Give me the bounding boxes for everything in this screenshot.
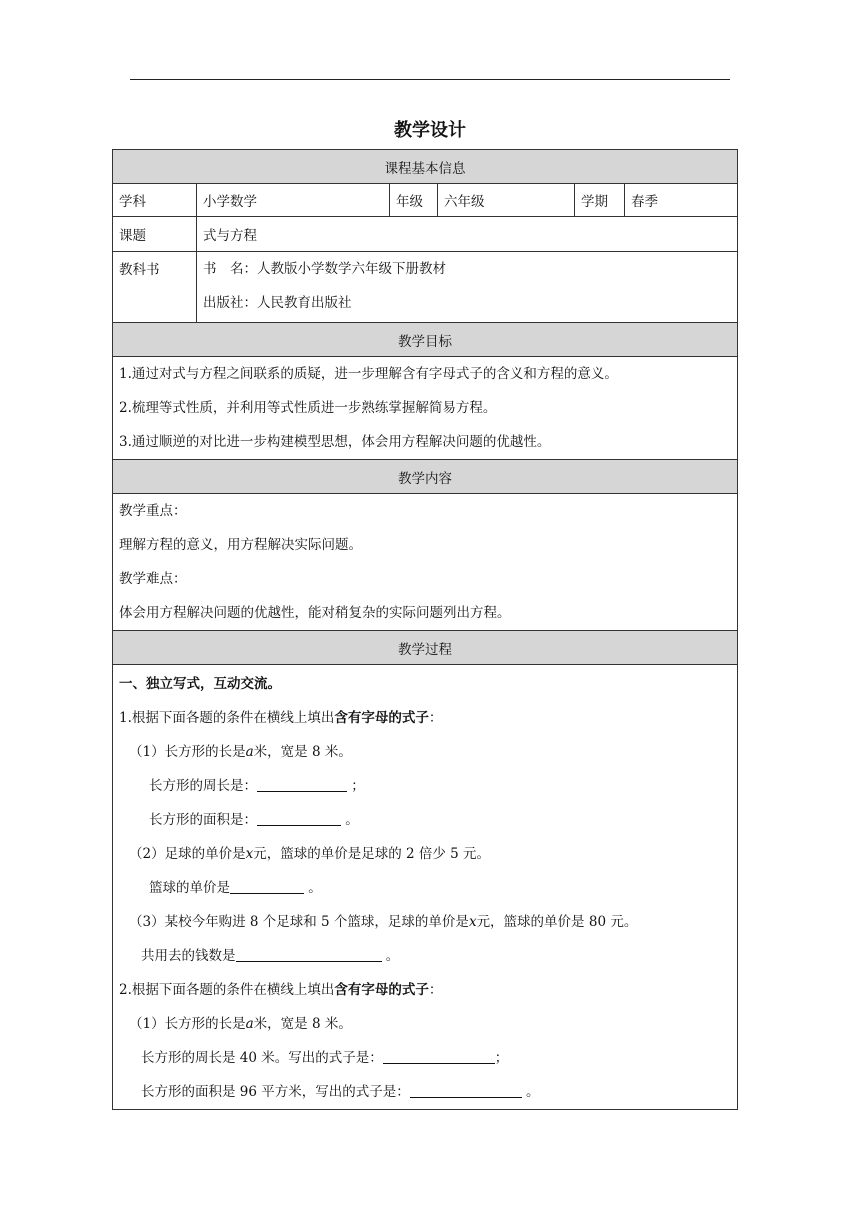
question-1-perimeter: 长方形的周长是： ；	[149, 778, 365, 794]
question-1-basketball-price: 篮球的单价是 。	[149, 880, 322, 896]
section-header-basic-info: 课程基本信息	[113, 150, 738, 184]
textbook-publisher: 出版社：人民教育出版社	[203, 295, 352, 311]
difficulty-label: 教学难点：	[119, 571, 187, 587]
document-title: 教学设计	[394, 120, 466, 141]
answer-blank[interactable]	[383, 1049, 495, 1064]
question-2-area: 长方形的面积是 96 平方米，写出的式子是： 。	[141, 1084, 540, 1100]
section-header-row	[113, 323, 738, 357]
grade-label: 年级	[390, 184, 438, 217]
key-point-label: 教学重点：	[119, 503, 187, 519]
objectives-row	[113, 357, 738, 460]
objective-item: 1.通过对式与方程之间联系的质疑，进一步理解含有字母式子的含义和方程的意义。	[119, 366, 618, 382]
question-1-area: 长方形的面积是： 。	[149, 812, 359, 828]
section-header-content: 教学内容	[113, 460, 738, 494]
textbook-label: 教科书	[113, 252, 197, 323]
question-1: 1.根据下面各题的条件在横线上填出含有字母的式子：	[119, 710, 443, 726]
topic-row	[113, 217, 738, 252]
subject-value: 小学数学	[197, 184, 390, 217]
subject-label: 学科	[113, 184, 197, 217]
section-header-objectives: 教学目标	[113, 323, 738, 357]
answer-blank[interactable]	[257, 777, 347, 792]
lesson-plan-table	[112, 149, 738, 1110]
question-2-part-1: （1）长方形的长是a米，宽是 8 米。	[129, 1016, 352, 1032]
term-value: 春季	[625, 184, 738, 217]
textbook-row	[113, 252, 738, 323]
header-rule	[130, 79, 730, 80]
content-list	[113, 494, 738, 631]
section-header-row	[113, 460, 738, 494]
term-label: 学期	[575, 184, 625, 217]
question-2: 2.根据下面各题的条件在横线上填出含有字母的式子：	[119, 982, 443, 998]
process-section-heading: 一、独立写式，互动交流。	[119, 676, 281, 692]
answer-blank[interactable]	[236, 947, 382, 962]
key-point-text: 理解方程的意义，用方程解决实际问题。	[119, 537, 362, 553]
question-1-part-2: （2）足球的单价是x元，篮球的单价是足球的 2 倍少 5 元。	[129, 846, 491, 862]
content-row	[113, 494, 738, 631]
objectives-list	[113, 357, 738, 460]
question-1-part-3: （3）某校今年购进 8 个足球和 5 个篮球，足球的单价是x元，篮球的单价是 80 元。	[129, 914, 638, 930]
info-row	[113, 184, 738, 217]
section-header-process: 教学过程	[113, 631, 738, 665]
question-2-perimeter: 长方形的周长是 40 米。写出的式子是： ；	[141, 1050, 509, 1066]
section-header-row	[113, 150, 738, 184]
answer-blank[interactable]	[257, 811, 341, 826]
question-1-total-cost: 共用去的钱数是 。	[141, 948, 400, 964]
textbook-name: 书 名：人教版小学数学六年级下册教材	[203, 261, 446, 277]
answer-blank[interactable]	[410, 1083, 522, 1098]
answer-blank[interactable]	[230, 879, 304, 894]
question-1-part-1: （1）长方形的长是a米，宽是 8 米。	[129, 744, 352, 760]
objective-item: 3.通过顺逆的对比进一步构建模型思想，体会用方程解决问题的优越性。	[119, 434, 551, 450]
objective-item: 2.梳理等式性质，并利用等式性质进一步熟练掌握解简易方程。	[119, 400, 497, 416]
grade-value: 六年级	[438, 184, 575, 217]
difficulty-text: 体会用方程解决问题的优越性，能对稍复杂的实际问题列出方程。	[119, 605, 511, 621]
process-body	[113, 665, 738, 1110]
topic-label: 课题	[113, 217, 197, 252]
textbook-value	[197, 252, 738, 323]
section-header-row	[113, 631, 738, 665]
topic-value: 式与方程	[197, 217, 738, 252]
process-row	[113, 665, 738, 1110]
